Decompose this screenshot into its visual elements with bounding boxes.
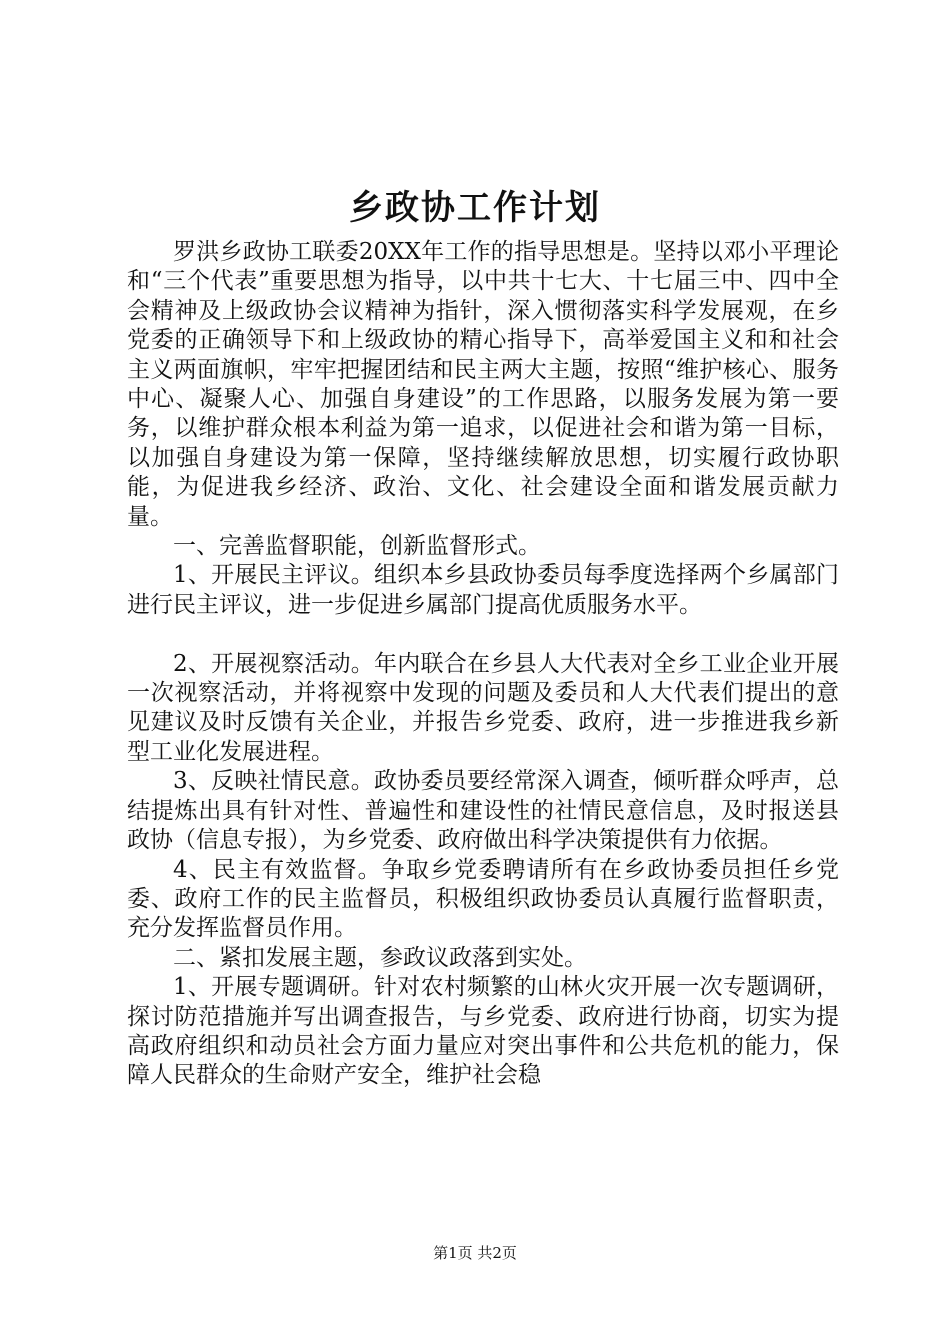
page-footer: 第1页 共2页 bbox=[433, 1244, 517, 1262]
document-title: 乡政协工作计划 bbox=[349, 188, 601, 228]
item-paragraph-2-1: 1、开展专题调研。针对农村频繁的山林火灾开展一次专题调研，探讨防范措施并写出调查报告，与乡党委、政府进行协商，切实为提高政府组织和动员社会方面力量应对突出事件和公共危机的能力，保障人民群众的生命财产安全，维护社会稳 bbox=[127, 974, 839, 1089]
intro-paragraph: 罗洪乡政协工联委20XX年工作的指导思想是。坚持以邓小平理论和“三个代表”重要思想为指导，以中共十七大、十七届三中、四中全会精神及上级政协会议精神为指针，深入惯彻落实科学发展观，在乡党委的正确领导下和上级政协的精心指导下，高举爱国主义和和社会主义两面旗帜，牢牢把握团结和民主两大主题，按照“维护核心、服务中心、凝聚人心、加强自身建设”的工作思路，以服务发展为第一要务，以维护群众根本利益为第一追求，以促进社会和谐为第一目标，以加强自身建设为第一保障，坚持继续解放思想，切实履行政协职能，为促进我乡经济、政治、文化、社会建设全面和谐发展贡献力量。 bbox=[127, 239, 839, 530]
item-paragraph-1-3: 3、反映社情民意。政协委员要经常深入调查，倾听群众呼声，总结提炼出具有针对性、普遍性和建设性的社情民意信息，及时报送县政协（信息专报），为乡党委、政府做出科学决策提供有力依据。 bbox=[127, 768, 839, 854]
blank-line bbox=[127, 620, 839, 649]
item-paragraph-1-2: 2、开展视察活动。年内联合在乡县人大代表对全乡工业企业开展一次视察活动，并将视察中发现的问题及委员和人大代表们提出的意见建议及时反馈有关企业，并报告乡党委、政府，进一步推进我乡新型工业化发展进程。 bbox=[127, 650, 839, 765]
item-paragraph-1-4: 4、民主有效监督。争取乡党委聘请所有在乡政协委员担任乡党委、政府工作的民主监督员，积极组织政协委员认真履行监督职责，充分发挥监督员作用。 bbox=[127, 856, 839, 942]
section-heading-1: 一、完善监督职能，创新监督形式。 bbox=[173, 533, 541, 560]
section-heading-2: 二、紧扣发展主题，参政议政落到实处。 bbox=[173, 944, 587, 971]
item-paragraph-1-1: 1、开展民主评议。组织本乡县政协委员每季度选择两个乡属部门进行民主评议，进一步促进乡属部门提高优质服务水平。 bbox=[127, 562, 839, 618]
document-body bbox=[127, 238, 839, 1091]
